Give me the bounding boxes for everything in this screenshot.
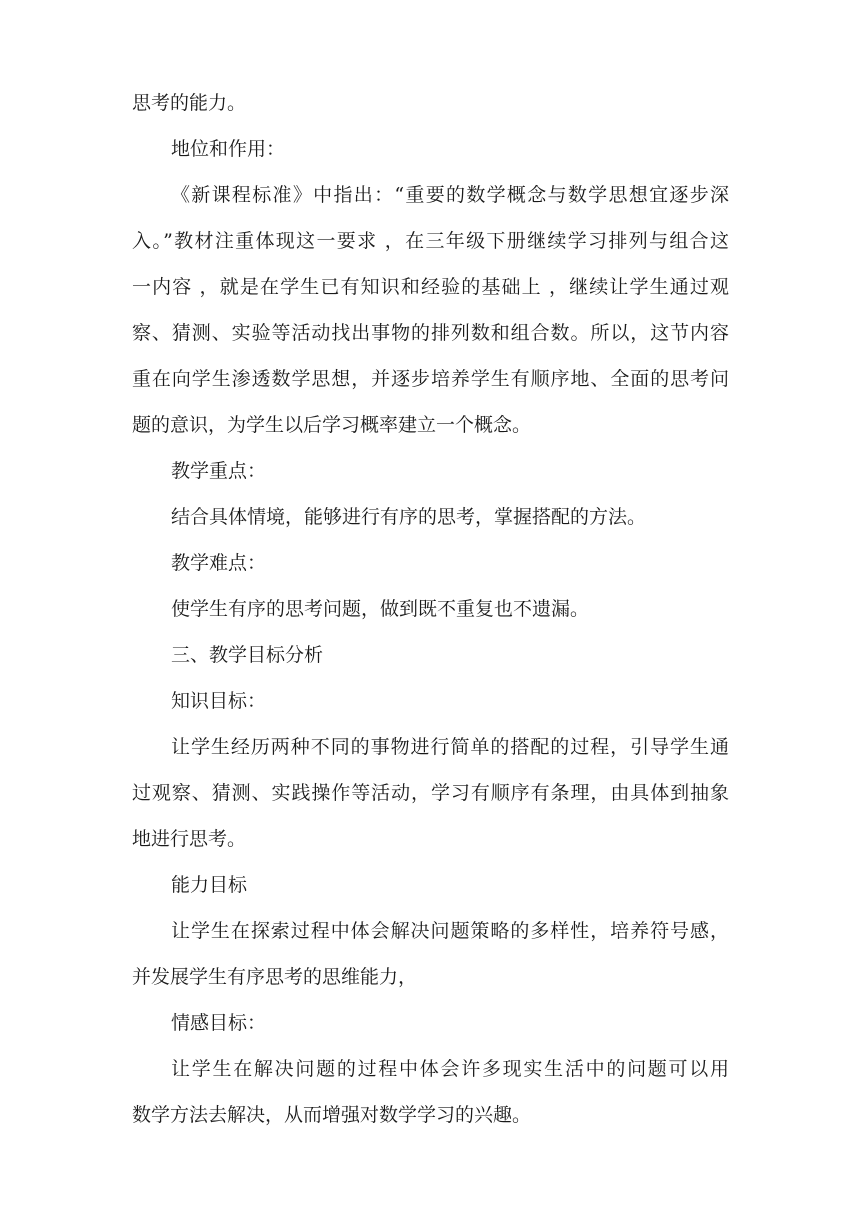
text-line: 让学生经历两种不同的事物进行简单的搭配的过程，引导学生通 (171, 736, 729, 758)
text-line: 数学方法去解决，从而增强对数学学习的兴趣。 (132, 1104, 532, 1126)
text-line: 结合具体情境，能够进行有序的思考，掌握搭配的方法。 (171, 506, 647, 528)
text-line: 察、猜测、实验等活动找出事物的排列数和组合数。所以，这节内容 (132, 322, 729, 344)
text-line: 过观察、猜测、实践操作等活动，学习有顺序有条理，由具体到抽象 (132, 782, 729, 804)
text-line: 思考的能力。 (132, 92, 247, 114)
section-label: 教学难点： (171, 552, 267, 574)
section-label: 教学重点： (171, 460, 267, 482)
text-line: 让学生在探索过程中体会解决问题策略的多样性，培养符号感， (171, 920, 729, 942)
text-line: 使学生有序的思考问题，做到既不重复也不遗漏。 (171, 598, 590, 620)
text-line: 地进行思考。 (132, 828, 247, 850)
section-heading: 三、教学目标分析 (171, 644, 324, 666)
text-line: 重在向学生渗透数学思想，并逐步培养学生有顺序地、全面的思考问 (132, 368, 729, 390)
section-label: 知识目标： (171, 690, 267, 712)
text-line: 《新课程标准》中指出：“重要的数学概念与数学思想宜逐步深 (171, 184, 729, 206)
section-label: 能力目标 (171, 874, 248, 896)
text-line: 入。”教材注重体现这一要求 ，在三年级下册继续学习排列与组合这 (132, 230, 729, 252)
section-label: 情感目标： (171, 1012, 267, 1034)
section-label: 地位和作用： (171, 138, 286, 160)
text-line: 让学生在解决问题的过程中体会许多现实生活中的问题可以用 (171, 1058, 729, 1080)
text-line: 题的意识，为学生以后学习概率建立一个概念。 (132, 414, 532, 436)
text-line: 并发展学生有序思考的思维能力， (132, 966, 418, 988)
text-line: 一内容 ，就是在学生已有知识和经验的基础上 ，继续让学生通过观 (132, 276, 729, 298)
